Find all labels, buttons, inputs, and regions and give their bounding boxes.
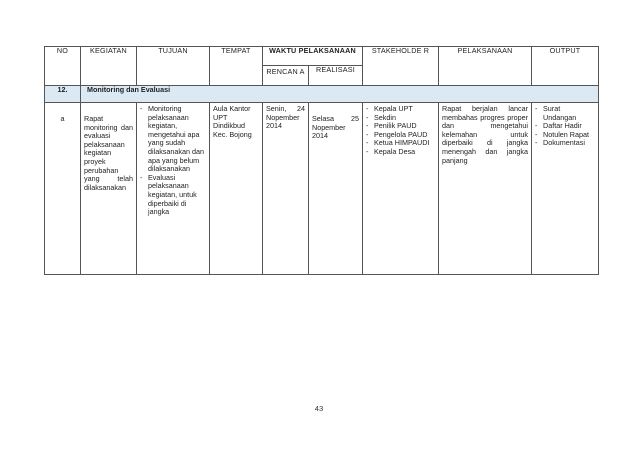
stakeholder-item: - Kepala Desa — [366, 148, 435, 157]
header-no: NO — [45, 47, 81, 86]
page-number: 43 — [314, 404, 324, 413]
header-tujuan: TUJUAN — [137, 47, 210, 86]
row-pelaksanaan: Rapat berjalan lancar membahas progres proper dan mengetahui kelemahan untuk diperbaiki di jangka menengah dan jangka panjang — [439, 103, 532, 275]
output-item: - Daftar Hadir — [535, 122, 595, 131]
tujuan-item: - Monitoring pelaksanaan kegiatan, mengetahui apa yang sudah dilaksanakan dan apa yang belum dilaksanakan — [140, 105, 206, 174]
header-pelaksanaan: PELAKSANAAN — [439, 47, 532, 86]
stakeholder-item: - Pengelola PAUD — [366, 131, 435, 140]
stakeholder-item: - Penilik PAUD — [366, 122, 435, 131]
section-title: Monitoring dan Evaluasi — [81, 86, 599, 103]
header-kegiatan: KEGIATAN — [81, 47, 137, 86]
header-realisasi: REALISASI — [309, 66, 363, 86]
row-realisasi: Selasa 25 Nopember 2014 — [309, 103, 363, 275]
stakeholder-item: - Sekdin — [366, 114, 435, 123]
activity-table — [44, 46, 599, 275]
header-output: OUTPUT — [532, 47, 599, 86]
output-item: - Surat Undangan — [535, 105, 595, 122]
row-rencana: Senin, 24 Nopember 2014 — [263, 103, 309, 275]
row-tempat: Aula Kantor UPT Dindikbud Kec. Bojong — [210, 103, 263, 275]
stakeholder-item: - Kepala UPT — [366, 105, 435, 114]
section-number: 12. — [45, 86, 81, 103]
header-waktu-pelaksanaan: WAKTU PELAKSANAAN — [263, 47, 363, 66]
output-item: - Dokumentasi — [535, 139, 595, 148]
row-stakeholder — [363, 103, 439, 275]
header-tempat: TEMPAT — [210, 47, 263, 86]
header-rencana: RENCAN A — [263, 66, 309, 86]
row-no: a — [45, 103, 81, 275]
output-item: - Notulen Rapat — [535, 131, 595, 140]
stakeholder-item: - Ketua HIMPAUDI — [366, 139, 435, 148]
table-row — [45, 103, 599, 275]
row-kegiatan: Rapat monitoring dan evaluasi pelaksanaan kegiatan proyek perubahan yang telah dilaksanakan — [81, 103, 137, 275]
header-stakeholder: STAKEHOLDE R — [363, 47, 439, 86]
row-tujuan — [137, 103, 210, 275]
row-output — [532, 103, 599, 275]
tujuan-item: - Evaluasi pelaksanaan kegiatan, untuk diperbaiki di jangka — [140, 174, 206, 217]
